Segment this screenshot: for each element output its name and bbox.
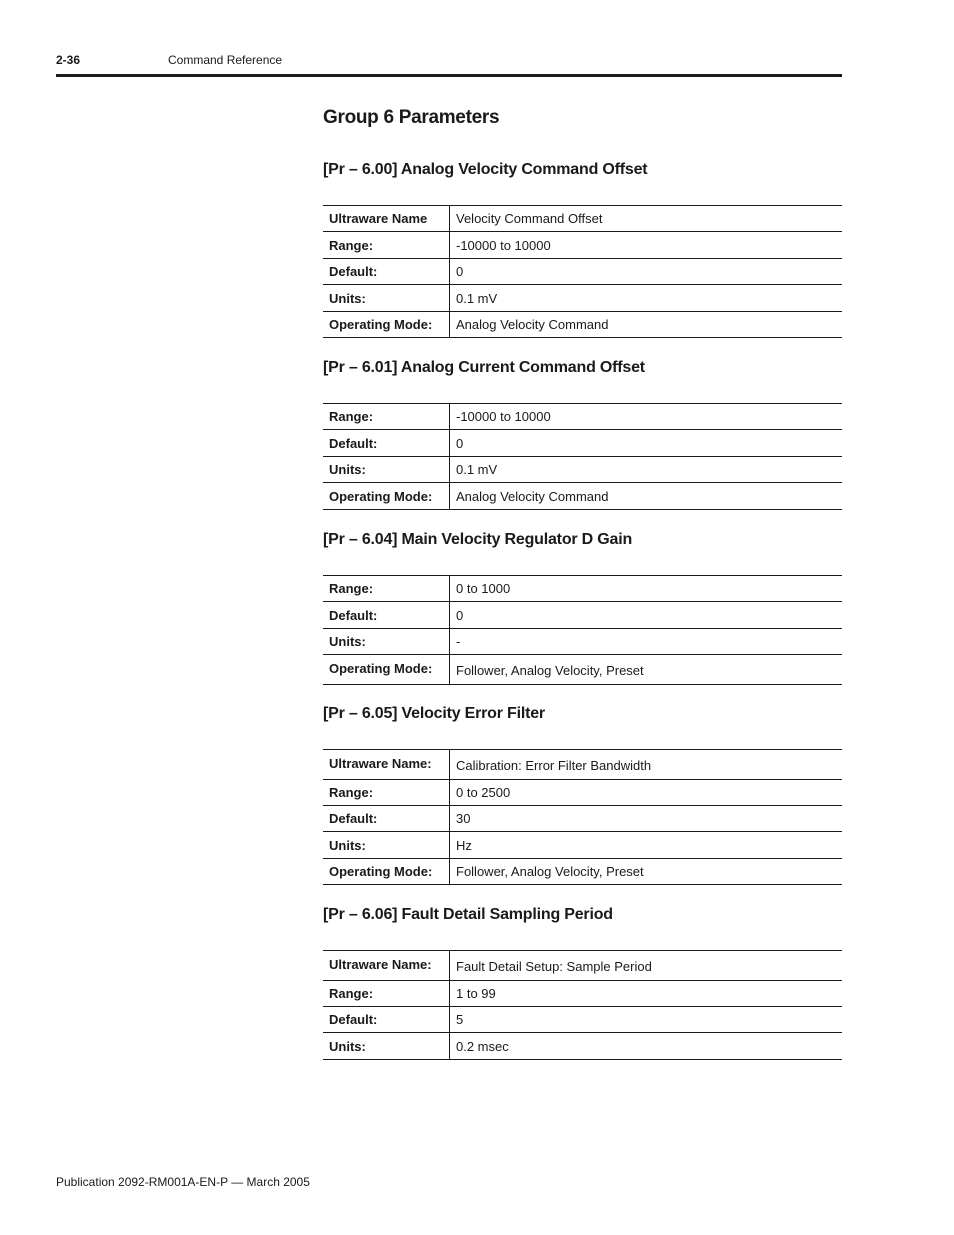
parameter-table: [323, 575, 842, 685]
table-row: [323, 655, 842, 685]
table-row: [323, 806, 842, 832]
row-label: Default:: [323, 806, 450, 832]
table-row: [323, 602, 842, 629]
row-value: Calibration: Error Filter Bandwidth: [456, 758, 652, 773]
parameter-table: [323, 403, 842, 510]
parameter-table: [323, 749, 842, 885]
parameter-section-6-00: [323, 160, 842, 332]
section-title: [Pr – 6.01] Analog Current Command Offset: [323, 359, 645, 376]
row-label: Units:: [323, 1033, 450, 1060]
parameter-section-6-04: [323, 530, 842, 678]
row-label: Range:: [323, 404, 450, 430]
row-label: Operating Mode:: [323, 312, 450, 338]
row-value: Analog Velocity Command: [450, 483, 843, 510]
parameter-table: [323, 950, 842, 1060]
table-row: [323, 750, 842, 780]
table-row: [323, 859, 842, 885]
row-value: 0.2 msec: [450, 1033, 843, 1060]
row-value: 0 to 1000: [456, 581, 511, 596]
row-label: Range:: [323, 780, 450, 806]
parameter-section-6-06: [323, 905, 842, 1054]
table-row: [323, 206, 842, 232]
row-label: Ultraware Name:: [323, 750, 450, 780]
row-value: 0 to 2500: [450, 780, 843, 806]
table-row: [323, 259, 842, 285]
row-value: -10000 to 10000: [450, 232, 843, 259]
row-label: Default:: [323, 259, 450, 285]
running-head: Command Reference: [168, 53, 283, 67]
section-title: [Pr – 6.05] Velocity Error Filter: [323, 705, 545, 722]
table-row: [323, 404, 842, 430]
row-label: Operating Mode:: [323, 859, 450, 885]
row-value: 5: [450, 1007, 843, 1033]
row-label: Units:: [323, 832, 450, 859]
page-number: 2-36: [56, 53, 81, 67]
row-value: Follower, Analog Velocity, Preset: [450, 655, 843, 685]
table-row: [323, 457, 842, 483]
row-label: Units:: [323, 629, 450, 655]
row-value: Hz: [450, 832, 843, 859]
row-value: -: [450, 629, 843, 655]
group-title: Group 6 Parameters: [323, 107, 500, 128]
row-label: Operating Mode:: [323, 655, 450, 685]
table-row: [323, 832, 842, 859]
row-value: 0: [450, 602, 843, 629]
row-value: Fault Detail Setup: Sample Period: [456, 959, 652, 974]
publication-footer: Publication 2092-RM001A-EN-P — March 2005: [56, 1175, 310, 1189]
row-value: 0.1 mV: [450, 285, 843, 312]
table-row: [323, 430, 842, 457]
table-row: [323, 1007, 842, 1033]
row-label: Range:: [323, 981, 450, 1007]
row-label: Ultraware Name:: [323, 951, 450, 981]
table-row: [323, 981, 842, 1007]
row-label: Ultraware Name: [323, 206, 450, 232]
parameter-section-6-01: [323, 358, 842, 504]
parameter-section-6-05: [323, 704, 842, 879]
row-value: Velocity Command Offset: [456, 211, 603, 226]
section-title: [Pr – 6.06] Fault Detail Sampling Period: [323, 906, 613, 923]
row-value: Analog Velocity Command: [450, 312, 843, 338]
table-row: [323, 1033, 842, 1060]
table-row: [323, 232, 842, 259]
table-row: [323, 285, 842, 312]
row-label: Range:: [323, 576, 450, 602]
row-value: 0: [450, 430, 843, 457]
table-row: [323, 576, 842, 602]
row-label: Default:: [323, 602, 450, 629]
row-value: 0: [450, 259, 843, 285]
row-value: -10000 to 10000: [456, 409, 551, 424]
header-rule: [56, 74, 842, 77]
table-row: [323, 780, 842, 806]
table-row: [323, 629, 842, 655]
row-value: 1 to 99: [450, 981, 843, 1007]
row-label: Operating Mode:: [323, 483, 450, 510]
table-row: [323, 312, 842, 338]
row-label: Default:: [323, 1007, 450, 1033]
section-title: [Pr – 6.04] Main Velocity Regulator D Gain: [323, 531, 633, 548]
row-value: 30: [450, 806, 843, 832]
row-label: Range:: [323, 232, 450, 259]
table-row: [323, 951, 842, 981]
row-label: Default:: [323, 430, 450, 457]
row-label: Units:: [323, 285, 450, 312]
section-title: [Pr – 6.00] Analog Velocity Command Offset: [323, 161, 648, 178]
row-label: Units:: [323, 457, 450, 483]
table-row: [323, 483, 842, 510]
row-value: Follower, Analog Velocity, Preset: [450, 859, 843, 885]
parameter-table: [323, 205, 842, 338]
row-value: 0.1 mV: [450, 457, 843, 483]
